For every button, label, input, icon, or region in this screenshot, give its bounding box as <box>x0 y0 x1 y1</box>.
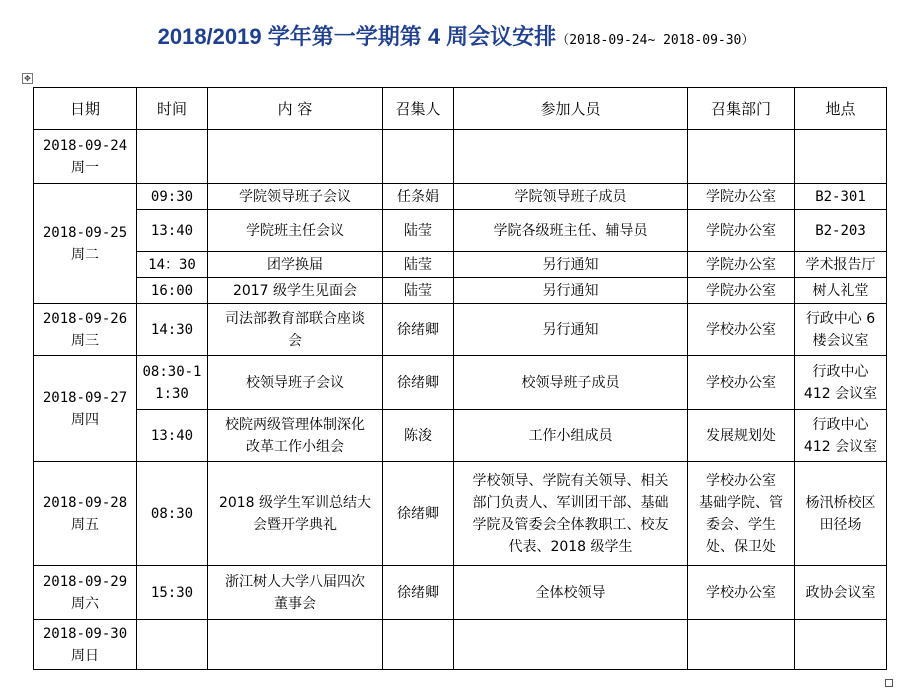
convener-cell: 徐绪卿 <box>383 462 454 566</box>
attendees-cell: 工作小组成员 <box>454 410 688 462</box>
convener-cell <box>383 620 454 670</box>
convener-cell: 陆莹 <box>383 210 454 252</box>
attendees-line: 部门负责人、军训团干部、基础 <box>472 494 669 511</box>
time-cell: 08:30 <box>137 462 208 566</box>
content-cell <box>208 304 383 356</box>
attendees-line: 学校领导、学院有关领导、相关 <box>472 472 669 489</box>
convener-cell: 陆莹 <box>383 252 454 278</box>
department-cell: 学院办公室 <box>688 252 795 278</box>
attendees-cell <box>454 462 688 566</box>
content-line: 2018 级学生军训总结大 <box>218 494 372 511</box>
table-move-handle-icon[interactable]: ✥ <box>22 73 33 84</box>
content-line: 校院两级管理体制深化 <box>225 416 365 433</box>
table-row <box>34 356 887 410</box>
attendees-cell: 另行通知 <box>454 304 688 356</box>
meeting-schedule-table <box>33 87 887 670</box>
table-row <box>34 130 887 184</box>
department-cell <box>688 130 795 184</box>
location-cell <box>795 620 887 670</box>
department-line: 基础学院、管 <box>699 494 783 511</box>
table-row <box>34 278 887 304</box>
date-cell <box>34 304 137 356</box>
department-cell: 学院办公室 <box>688 210 795 252</box>
table-row <box>34 462 887 566</box>
convener-cell: 陆莹 <box>383 278 454 304</box>
time-cell: 13:40 <box>137 410 208 462</box>
weekday-text: 周五 <box>71 516 99 533</box>
convener-cell: 徐绪卿 <box>383 356 454 410</box>
department-line: 处、保卫处 <box>706 538 776 555</box>
content-line: 会 <box>288 332 302 349</box>
time-line: 1:30 <box>155 385 189 402</box>
weekday-text: 周六 <box>71 595 99 612</box>
content-cell: 校领导班子会议 <box>208 356 383 410</box>
page-title <box>0 20 912 51</box>
table-row <box>34 566 887 620</box>
table-row <box>34 304 887 356</box>
weekday-text: 周二 <box>71 246 99 263</box>
title-date-range: （2018-09-24~ 2018-09-30） <box>556 33 755 48</box>
content-cell: 学院领导班子会议 <box>208 184 383 210</box>
location-cell <box>795 356 887 410</box>
date-cell <box>34 566 137 620</box>
department-line: 学校办公室 <box>706 472 776 489</box>
time-cell <box>137 130 208 184</box>
location-line: 行政中心 <box>812 416 869 433</box>
time-cell: 09:30 <box>137 184 208 210</box>
convener-cell <box>383 130 454 184</box>
convener-cell: 徐绪卿 <box>383 304 454 356</box>
title-main: 2018/2019 学年第一学期第 4 周会议安排 <box>157 24 557 49</box>
header-row <box>34 88 887 130</box>
header-department: 召集部门 <box>688 88 795 130</box>
time-cell: 16:00 <box>137 278 208 304</box>
convener-cell: 徐绪卿 <box>383 566 454 620</box>
time-cell: 15:30 <box>137 566 208 620</box>
table-row <box>34 210 887 252</box>
header-attendees: 参加人员 <box>454 88 688 130</box>
attendees-cell: 学院各级班主任、辅导员 <box>454 210 688 252</box>
time-cell <box>137 356 208 410</box>
content-line: 司法部教育部联合座谈 <box>225 310 365 327</box>
date-text: 2018-09-26 <box>42 310 128 327</box>
table-resize-handle-icon[interactable] <box>885 679 893 687</box>
location-cell <box>795 410 887 462</box>
content-cell <box>208 566 383 620</box>
table-row <box>34 252 887 278</box>
attendees-cell: 校领导班子成员 <box>454 356 688 410</box>
convener-cell: 任条娟 <box>383 184 454 210</box>
date-text: 2018-09-24 <box>42 137 128 154</box>
date-text: 2018-09-27 <box>42 389 128 406</box>
header-convener: 召集人 <box>383 88 454 130</box>
content-cell: 2017 级学生见面会 <box>208 278 383 304</box>
department-cell: 发展规划处 <box>688 410 795 462</box>
date-text: 2018-09-30 <box>42 625 128 642</box>
location-cell: B2-301 <box>795 184 887 210</box>
location-line: 行政中心 6 <box>805 310 876 327</box>
weekday-text: 周三 <box>71 332 99 349</box>
content-cell <box>208 620 383 670</box>
header-date: 日期 <box>34 88 137 130</box>
date-cell <box>34 130 137 184</box>
time-cell: 13:40 <box>137 210 208 252</box>
location-line: 田径场 <box>819 516 862 533</box>
department-cell: 学校办公室 <box>688 356 795 410</box>
department-cell: 学校办公室 <box>688 304 795 356</box>
date-text: 2018-09-28 <box>42 494 128 511</box>
attendees-cell: 另行通知 <box>454 252 688 278</box>
attendees-line: 代表、2018 级学生 <box>508 538 633 555</box>
date-cell <box>34 184 137 304</box>
location-line: 412 会议室 <box>803 385 878 402</box>
location-line: 楼会议室 <box>812 332 869 349</box>
department-cell: 学院办公室 <box>688 278 795 304</box>
location-cell: 树人礼堂 <box>795 278 887 304</box>
location-cell: 政协会议室 <box>795 566 887 620</box>
table-row <box>34 184 887 210</box>
content-cell: 团学换届 <box>208 252 383 278</box>
table-row <box>34 410 887 462</box>
department-line: 委会、学生 <box>706 516 776 533</box>
content-cell <box>208 462 383 566</box>
content-cell <box>208 130 383 184</box>
attendees-cell: 学院领导班子成员 <box>454 184 688 210</box>
time-cell: 14：30 <box>137 252 208 278</box>
location-cell <box>795 130 887 184</box>
weekday-text: 周一 <box>71 159 99 176</box>
attendees-cell: 另行通知 <box>454 278 688 304</box>
header-location: 地点 <box>795 88 887 130</box>
date-cell <box>34 462 137 566</box>
time-cell: 14:30 <box>137 304 208 356</box>
attendees-cell: 全体校领导 <box>454 566 688 620</box>
content-line: 董事会 <box>274 595 316 612</box>
date-cell <box>34 620 137 670</box>
time-cell <box>137 620 208 670</box>
date-text: 2018-09-29 <box>42 573 128 590</box>
content-line: 会暨开学典礼 <box>253 516 337 533</box>
location-line: 杨汛桥校区 <box>805 494 876 511</box>
department-cell: 学院办公室 <box>688 184 795 210</box>
attendees-line: 学院及管委会全体教职工、校友 <box>472 516 669 533</box>
department-cell <box>688 462 795 566</box>
weekday-text: 周日 <box>71 647 99 664</box>
header-content: 内 容 <box>208 88 383 130</box>
location-cell: B2-203 <box>795 210 887 252</box>
location-line: 412 会议室 <box>803 438 878 455</box>
date-cell <box>34 356 137 462</box>
location-cell: 学术报告厅 <box>795 252 887 278</box>
location-cell <box>795 462 887 566</box>
attendees-cell <box>454 130 688 184</box>
attendees-cell <box>454 620 688 670</box>
content-cell: 学院班主任会议 <box>208 210 383 252</box>
header-time: 时间 <box>137 88 208 130</box>
weekday-text: 周四 <box>71 411 99 428</box>
content-line: 改革工作小组会 <box>246 438 344 455</box>
convener-cell: 陈浚 <box>383 410 454 462</box>
content-cell <box>208 410 383 462</box>
time-line: 08:30-1 <box>142 363 202 380</box>
table-row <box>34 620 887 670</box>
location-cell <box>795 304 887 356</box>
date-text: 2018-09-25 <box>42 224 128 241</box>
department-cell <box>688 620 795 670</box>
content-line: 浙江树人大学八届四次 <box>225 573 365 590</box>
location-line: 行政中心 <box>812 363 869 380</box>
department-cell: 学校办公室 <box>688 566 795 620</box>
